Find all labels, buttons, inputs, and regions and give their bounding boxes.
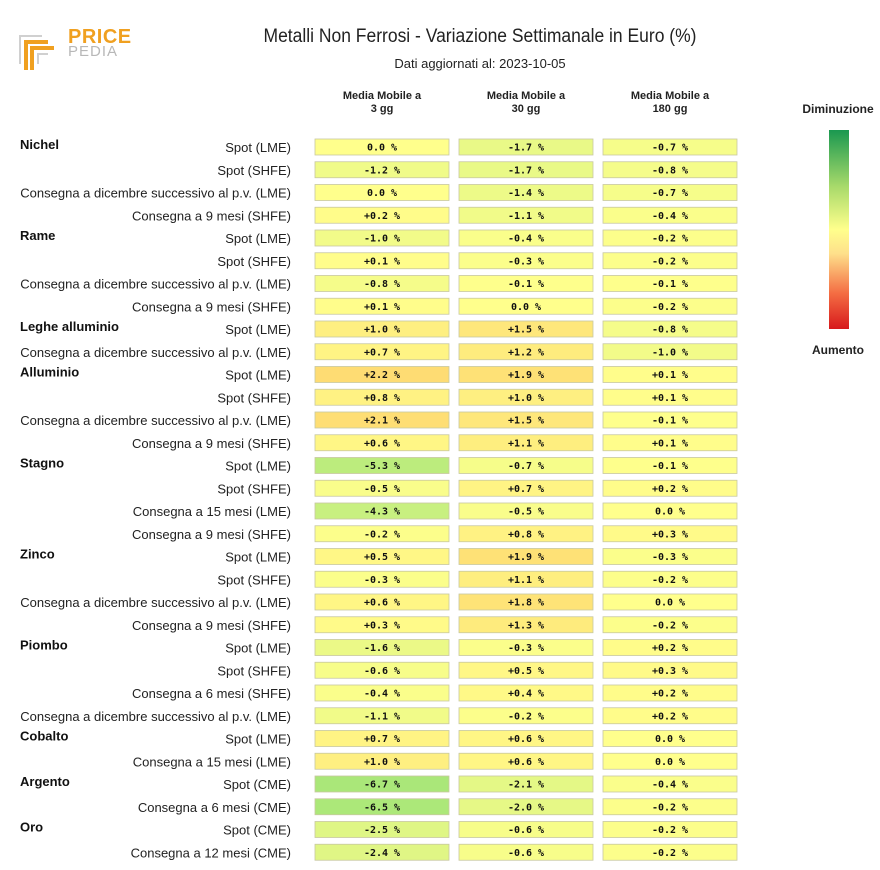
cell-value-label: +0.2 % — [651, 711, 689, 723]
row-label: Spot (SHFE) — [217, 481, 291, 497]
cell-value-label: -0.4 % — [651, 779, 689, 791]
legend-label-decrease: Diminuzione — [802, 102, 874, 116]
cell-value-label: +0.7 % — [507, 483, 545, 495]
cell-value-label: -0.1 % — [651, 415, 689, 427]
row-label: Consegna a 9 mesi (SHFE) — [132, 299, 291, 315]
cell-value-label: -1.4 % — [507, 188, 545, 199]
cell-value-label: -1.7 % — [507, 165, 545, 177]
cell-value-label: -2.5 % — [363, 825, 401, 836]
column-header-3gg: Media Mobile a 3 gg — [342, 90, 422, 115]
cell-value-label: +0.3 % — [651, 665, 689, 677]
cell-value-label: -0.2 % — [651, 825, 689, 836]
group-label: Stagno — [20, 455, 65, 471]
cell-value-label: +0.7 % — [363, 734, 401, 745]
legend-color-scale — [829, 130, 849, 329]
cell-value-label: -0.4 % — [363, 688, 401, 700]
cell-value-label: -1.7 % — [507, 142, 545, 154]
row-label: Spot (LME) — [225, 322, 291, 337]
row-label: Spot (SHFE) — [217, 162, 291, 178]
cell-value-label: 0.0 % — [654, 597, 686, 609]
group-label: Oro — [20, 819, 44, 835]
cell-value-label: +1.1 % — [507, 438, 545, 450]
cell-value-label: -0.6 % — [507, 825, 545, 836]
cell-value-label: +0.6 % — [363, 438, 401, 450]
cell-value-label: +2.1 % — [363, 415, 401, 427]
legend-label-increase: Aumento — [812, 343, 864, 357]
cell-value-label: -0.2 % — [651, 620, 689, 632]
cell-value-label: -0.1 % — [651, 279, 689, 290]
cell-value-label: -0.1 % — [507, 279, 545, 290]
cell-value-label: -0.3 % — [651, 552, 689, 563]
group-label: Piombo — [20, 637, 68, 653]
cell-value-label: +0.5 % — [363, 552, 401, 563]
row-label: Consegna a 12 mesi (CME) — [130, 845, 291, 861]
row-label: Spot (CME) — [223, 777, 291, 792]
cell-value-label: +2.2 % — [363, 370, 401, 381]
cell-value-label: +0.3 % — [363, 620, 401, 632]
cell-value-label: +1.0 % — [507, 392, 545, 404]
cell-value-label: -0.5 % — [507, 506, 545, 518]
cell-value-label: +0.1 % — [651, 370, 689, 381]
cell-value-label: +0.1 % — [651, 438, 689, 450]
column-header-180gg: Media Mobile a 180 gg — [630, 90, 710, 115]
cell-value-label: +0.7 % — [363, 347, 401, 359]
row-label: Consegna a 9 mesi (SHFE) — [132, 617, 291, 633]
cell-value-label: +0.6 % — [507, 756, 545, 768]
chart-title: Metalli Non Ferrosi - Variazione Settimanale in Euro (%) — [263, 26, 697, 47]
cell-value-label: -0.2 % — [651, 233, 689, 245]
cell-value-label: -1.0 % — [363, 233, 401, 245]
cell-value-label: -0.5 % — [363, 483, 401, 495]
cell-value-label: +0.3 % — [651, 529, 689, 541]
row-label: Consegna a dicembre successivo al p.v. (LME) — [20, 185, 291, 201]
cell-value-label: +0.2 % — [651, 483, 689, 495]
cell-value-label: 0.0 % — [510, 301, 542, 313]
row-label: Spot (LME) — [225, 140, 291, 155]
cell-value-label: +1.1 % — [507, 574, 545, 586]
row-label: Spot (LME) — [225, 231, 291, 246]
cell-value-label: +0.1 % — [363, 301, 401, 313]
cell-value-label: +1.9 % — [507, 370, 545, 381]
row-label: Spot (LME) — [225, 731, 291, 747]
cell-value-label: -1.1 % — [363, 711, 401, 723]
cell-value-label: +0.2 % — [651, 688, 689, 700]
cell-value-label: +0.8 % — [507, 529, 545, 541]
cell-value-label: -0.8 % — [651, 165, 689, 177]
cell-value-label: -6.5 % — [363, 802, 401, 814]
row-label: Consegna a dicembre successivo al p.v. (LME) — [20, 595, 291, 610]
cell-value-label: +1.0 % — [363, 324, 401, 336]
cell-value-label: +1.8 % — [507, 597, 545, 609]
row-label: Consegna a dicembre successivo al p.v. (LME) — [20, 276, 291, 292]
cell-value-label: -0.7 % — [651, 142, 689, 154]
row-label: Spot (CME) — [223, 822, 291, 838]
cell-value-label: -0.3 % — [507, 256, 545, 268]
row-label: Spot (LME) — [225, 367, 291, 383]
row-label: Consegna a 9 mesi (SHFE) — [132, 208, 291, 224]
row-label: Consegna a 15 mesi (LME) — [132, 754, 291, 770]
cell-value-label: -0.2 % — [651, 256, 689, 268]
row-label: Spot (SHFE) — [217, 253, 291, 269]
cell-value-label: -0.6 % — [363, 665, 401, 677]
cell-value-label: 0.0 % — [654, 734, 686, 745]
row-label: Consegna a dicembre successivo al p.v. (LME) — [20, 708, 291, 724]
cell-value-label: -0.8 % — [651, 324, 689, 336]
row-label: Consegna a dicembre successivo al p.v. (LME) — [20, 413, 291, 428]
row-label: Spot (SHFE) — [217, 572, 291, 588]
group-label: Cobalto — [20, 728, 69, 744]
cell-value-label: -0.4 % — [651, 210, 689, 222]
group-label: Leghe alluminio — [20, 319, 119, 334]
cell-value-label: +1.2 % — [507, 347, 545, 359]
cell-value-label: -0.2 % — [651, 574, 689, 586]
cell-value-label: +1.5 % — [507, 324, 545, 336]
cell-value-label: -5.3 % — [363, 461, 401, 472]
logo-word-pedia: PEDIA — [68, 43, 119, 60]
cell-value-label: -4.3 % — [363, 506, 401, 518]
cell-value-label: 0.0 % — [366, 188, 398, 199]
group-label: Argento — [20, 774, 70, 789]
row-label: Consegna a dicembre successivo al p.v. (LME) — [20, 344, 291, 360]
row-label: Consegna a 6 mesi (SHFE) — [132, 686, 291, 701]
cell-value-label: -0.3 % — [363, 574, 401, 586]
cell-value-label: -0.2 % — [363, 529, 401, 541]
row-label: Spot (SHFE) — [217, 390, 291, 406]
cell-value-label: -2.1 % — [507, 779, 545, 791]
cell-value-label: 0.0 % — [366, 142, 398, 154]
logo-word-price: PRICE — [68, 26, 132, 48]
cell-value-label: -0.1 % — [651, 461, 689, 472]
cell-value-label: +0.6 % — [363, 597, 401, 609]
cell-value-label: +0.1 % — [651, 392, 689, 404]
cell-value-label: +0.1 % — [363, 256, 401, 268]
cell-value-label: +0.8 % — [363, 392, 401, 404]
chart-subtitle: Dati aggiornati al: 2023-10-05 — [394, 56, 566, 71]
cell-value-label: -0.7 % — [507, 461, 545, 472]
group-label: Nichel — [20, 137, 60, 152]
row-label: Spot (LME) — [225, 640, 291, 656]
cell-value-label: -0.2 % — [651, 802, 689, 814]
cell-value-label: +1.0 % — [363, 756, 401, 768]
cell-value-label: -2.0 % — [507, 802, 545, 814]
row-label: Consegna a 9 mesi (SHFE) — [132, 435, 291, 451]
cell-value-label: -1.1 % — [507, 210, 545, 222]
cell-value-label: 0.0 % — [654, 506, 686, 518]
group-label: Zinco — [20, 546, 55, 562]
cell-value-label: -1.0 % — [651, 347, 689, 359]
cell-value-label: -0.2 % — [507, 711, 545, 723]
cell-value-label: +0.2 % — [363, 210, 401, 222]
row-label: Consegna a 9 mesi (SHFE) — [132, 526, 291, 542]
cell-value-label: -0.6 % — [507, 847, 545, 859]
row-label: Spot (LME) — [225, 549, 291, 565]
group-label: Rame — [20, 228, 56, 243]
column-header-30gg: Media Mobile a 30 gg — [486, 90, 566, 115]
cell-value-label: -0.3 % — [507, 643, 545, 654]
cell-value-label: 0.0 % — [654, 756, 686, 768]
cell-value-label: -0.8 % — [363, 279, 401, 290]
cell-value-label: -2.4 % — [363, 847, 401, 859]
group-label: Alluminio — [20, 364, 80, 380]
cell-value-label: -0.7 % — [651, 188, 689, 199]
cell-value-label: +1.9 % — [507, 552, 545, 563]
cell-value-label: -6.7 % — [363, 779, 401, 791]
row-label: Spot (LME) — [225, 458, 291, 474]
cell-value-label: -1.2 % — [363, 165, 401, 177]
cell-value-label: +0.6 % — [507, 734, 545, 745]
row-label: Spot (SHFE) — [217, 663, 291, 679]
cell-value-label: -0.2 % — [651, 847, 689, 859]
cell-value-label: +1.3 % — [507, 620, 545, 632]
row-label: Consegna a 15 mesi (LME) — [132, 504, 291, 519]
cell-value-label: +0.4 % — [507, 688, 545, 700]
cell-value-label: -0.4 % — [507, 233, 545, 245]
row-label: Consegna a 6 mesi (CME) — [137, 799, 291, 815]
cell-value-label: +0.2 % — [651, 643, 689, 654]
cell-value-label: -0.2 % — [651, 301, 689, 313]
cell-value-label: -1.6 % — [363, 643, 401, 654]
cell-value-label: +0.5 % — [507, 665, 545, 677]
cell-value-label: +1.5 % — [507, 415, 545, 427]
